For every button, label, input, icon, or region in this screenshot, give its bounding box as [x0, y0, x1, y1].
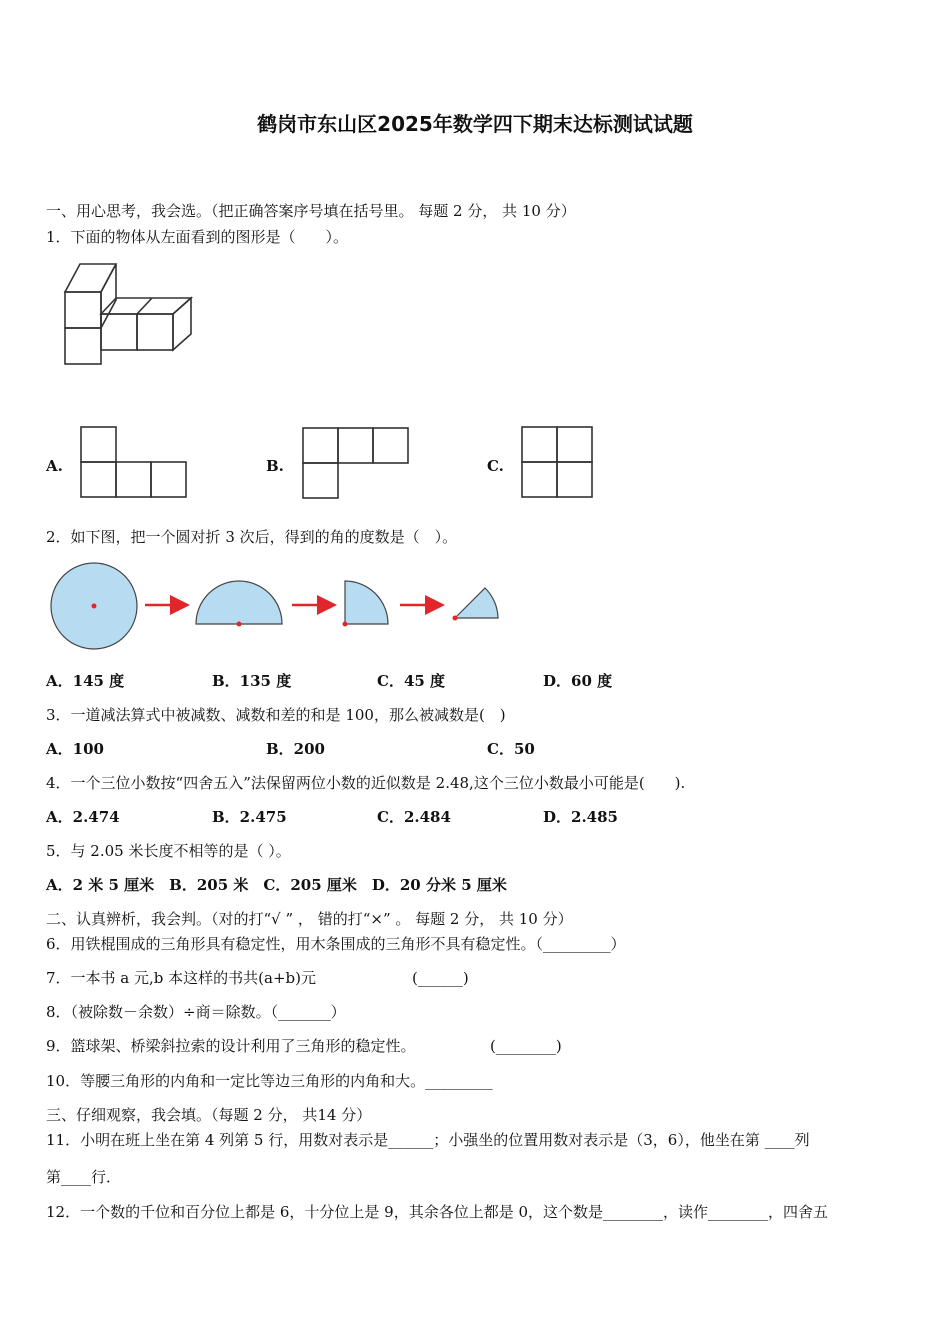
section-1-heading: 一、用心思考，我会选。（把正确答案序号填在括号里。 每题 2 分， 共 10 分） — [46, 202, 576, 220]
q1-option-c: C. — [487, 457, 504, 475]
quarter-circle-shape — [345, 581, 388, 624]
half-circle-shape — [196, 581, 282, 624]
question-4: 4．一个三位小数按“四舍五入”法保留两位小数的近似数是 2.48,这个三位小数最小可能是( ). — [46, 774, 686, 792]
question-5: 5．与 2.05 米长度不相等的是（ ）。 — [46, 842, 291, 860]
eighth-circle-shape — [455, 588, 498, 618]
q3-option-b: B．200 — [266, 740, 325, 758]
question-1: 1．下面的物体从左面看到的图形是（ ）。 — [46, 228, 349, 246]
q1-option-b-figure — [302, 427, 412, 499]
question-9: 9．篮球架、桥梁斜拉索的设计利用了三角形的稳定性。 — [46, 1037, 416, 1055]
cube-stack-figure — [60, 260, 200, 370]
q4-option-a: A．2.474 — [46, 808, 120, 826]
q2-option-c: C．45 度 — [377, 672, 446, 690]
q1-option-c-figure — [521, 426, 595, 498]
question-3: 3．一道减法算式中被减数、减数和差的和是 100，那么被减数是( ) — [46, 706, 506, 724]
q4-option-b: B．2.475 — [212, 808, 287, 826]
q1-option-a: A. — [46, 457, 63, 475]
question-10: 10．等腰三角形的内角和一定比等边三角形的内角和大。_________ — [46, 1072, 493, 1090]
question-7-blank: (______) — [412, 969, 469, 987]
q4-option-d: D．2.485 — [543, 808, 618, 826]
question-7: 7．一本书 a 元,b 本这样的书共(a+b)元 — [46, 969, 316, 987]
question-6: 6．用铁棍围成的三角形具有稳定性，用木条围成的三角形不具有稳定性。（_________） — [46, 935, 626, 953]
section-2-heading: 二、认真辨析，我会判。（对的打“√ ” ， 错的打“×” 。 每题 2 分， 共 10 分） — [46, 910, 573, 928]
question-9-blank: (________) — [490, 1037, 562, 1055]
q3-option-a: A．100 — [46, 740, 104, 758]
question-11-line-1: 11．小明在班上坐在第 4 列第 5 行，用数对表示是______；小强坐的位置用数对表示是（3，6），他坐在第 ____列 — [46, 1131, 810, 1149]
q1-option-a-figure — [80, 426, 190, 498]
q2-option-a: A．145 度 — [46, 672, 125, 690]
q3-option-c: C．50 — [487, 740, 535, 758]
question-11-line-2: 第____行． — [46, 1168, 122, 1186]
circle-folding-figure — [48, 560, 508, 655]
q4-option-c: C．2.484 — [377, 808, 451, 826]
q2-option-b: B．135 度 — [212, 672, 292, 690]
q1-option-b: B. — [266, 457, 284, 475]
question-8: 8．（被除数－余数）÷商＝除数。（_______） — [46, 1003, 346, 1021]
q2-option-d: D．60 度 — [543, 672, 613, 690]
page-title: 鹤岗市东山区2025年数学四下期末达标测试试题 — [257, 112, 693, 136]
section-3-heading: 三、仔细观察，我会填。（每题 2 分， 共14 分） — [46, 1106, 372, 1124]
question-12: 12．一个数的千位和百分位上都是 6，十分位上是 9，其余各位上都是 0，这个数是________，读作________，四舍五 — [46, 1203, 829, 1221]
question-2: 2．如下图，把一个圆对折 3 次后，得到的角的度数是（ ）。 — [46, 528, 458, 546]
q5-options: A．2 米 5 厘米 B．205 米 C．205 厘米 D．20 分米 5 厘米 — [46, 876, 507, 894]
